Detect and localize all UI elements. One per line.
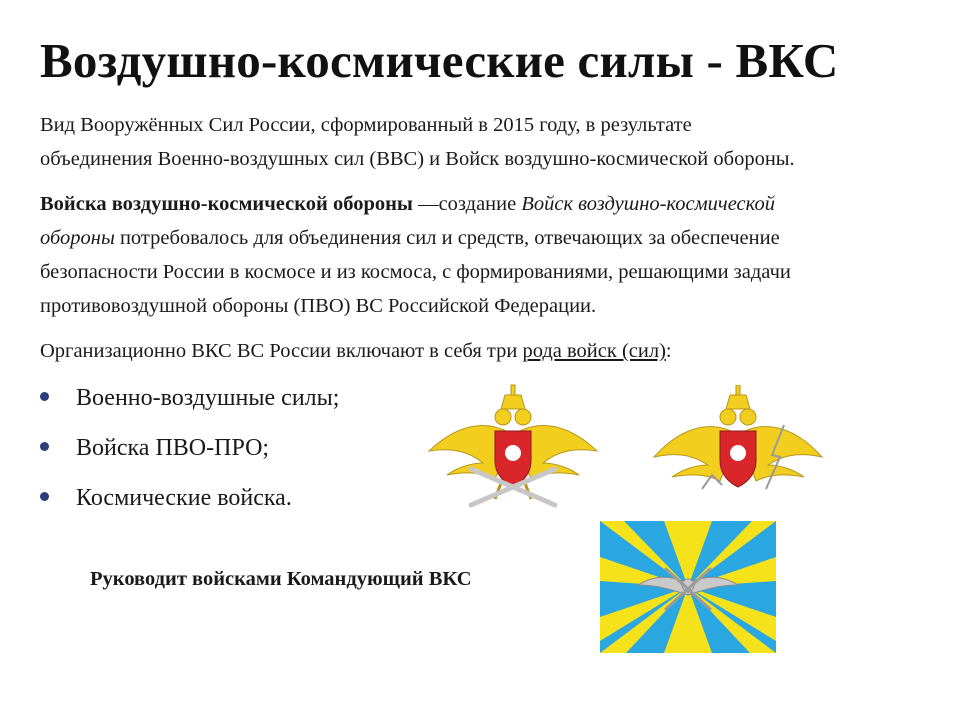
vko-italic-1: Войск воздушно-космической — [521, 193, 775, 215]
intro-line-2: объединения Военно-воздушных сил (ВВС) и Войск воздушно-космической обороны. — [40, 148, 795, 170]
list-item — [40, 428, 339, 478]
branches-list — [40, 378, 339, 528]
org-prefix: Организационно ВКС ВС России включают в себя три — [40, 340, 523, 362]
list-item-text: Космические войска. — [76, 485, 292, 511]
list-item-text: Военно-воздушные силы; — [76, 385, 340, 411]
bullet-icon — [40, 392, 49, 401]
vko-term: Войска воздушно-космической обороны — [40, 193, 413, 215]
branches-link[interactable]: рода войск (сил) — [522, 340, 666, 362]
bullet-icon — [40, 492, 49, 501]
vko-dash-text: —создание — [412, 193, 522, 215]
vko-rest-2: безопасности России в космосе и из космоса, с формированиями, решающими задачи — [40, 261, 791, 283]
list-item-text: Войска ПВО-ПРО; — [76, 435, 270, 461]
air-defense-emblem-icon — [652, 385, 824, 515]
intro-paragraph — [40, 108, 920, 176]
vko-rest-1: потребовалось для объединения сил и средств, отвечающих за обеспечение — [114, 227, 780, 249]
intro-line-1: Вид Вооружённых Сил России, сформированный в 2015 году, в результате — [40, 114, 692, 136]
org-suffix: : — [665, 340, 672, 362]
air-force-flag-icon — [600, 521, 776, 653]
vko-paragraph — [40, 187, 920, 323]
air-force-emblem-icon — [425, 383, 601, 519]
list-item — [40, 478, 339, 528]
slide-title: Воздушно-космические силы - ВКС — [40, 33, 839, 88]
commander-note: Руководит войсками Командующий ВКС — [90, 568, 472, 590]
list-item — [40, 378, 339, 428]
vko-rest-3: противовоздушной обороны (ПВО) ВС Российской Федерации. — [40, 295, 597, 317]
vko-italic-2: обороны — [40, 227, 115, 249]
bullet-icon — [40, 442, 49, 451]
org-paragraph — [40, 334, 920, 368]
